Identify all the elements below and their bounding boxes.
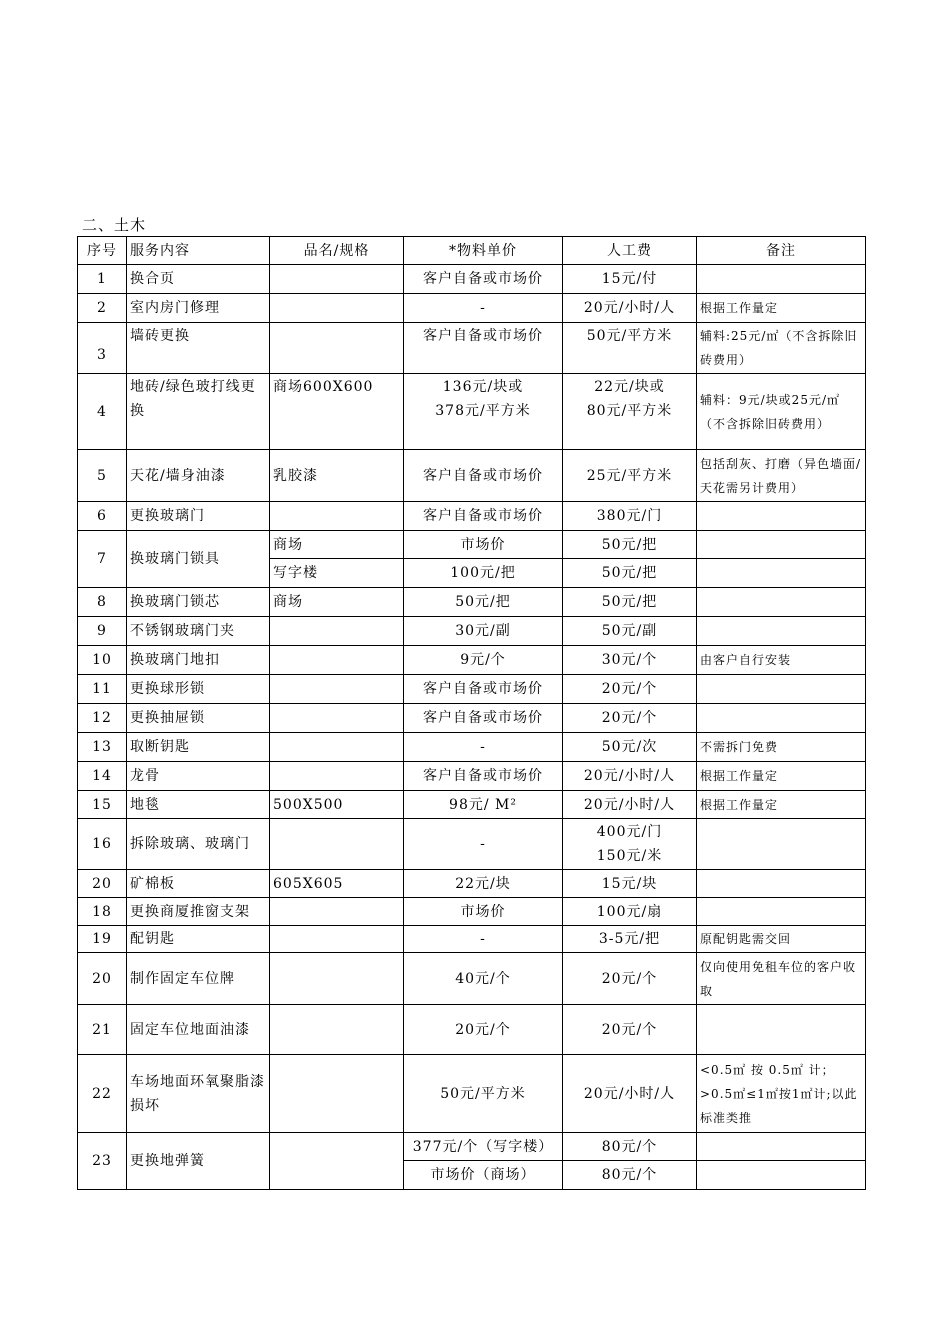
table-row — [78, 588, 866, 617]
table-row — [78, 870, 866, 898]
cell-no: 19 — [78, 926, 127, 953]
cell-note: <0.5㎡ 按 0.5㎡ 计；>0.5㎡≤1㎡按1㎡计;以此标准类推 — [697, 1055, 866, 1133]
cell-material: 市场价 — [404, 898, 563, 926]
cell-note — [697, 617, 866, 646]
cell-spec — [270, 502, 404, 531]
table-row — [78, 502, 866, 531]
table-row — [78, 450, 866, 502]
cell-material: - — [404, 819, 563, 870]
cell-note — [697, 704, 866, 733]
cell-note: 包括刮灰、打磨（异色墙面/天花需另计费用） — [697, 450, 866, 502]
table-row — [78, 294, 866, 323]
cell-service: 固定车位地面油漆 — [127, 1005, 270, 1055]
cell-note: 原配钥匙需交回 — [697, 926, 866, 953]
header-note: 备注 — [697, 237, 866, 265]
cell-service: 车场地面环氧聚脂漆损坏 — [127, 1055, 270, 1133]
cell-spec — [270, 1133, 404, 1190]
cell-service: 不锈钢玻璃门夹 — [127, 617, 270, 646]
cell-labor: 80元/个 — [563, 1161, 697, 1190]
cell-service: 更换商厦推窗支架 — [127, 898, 270, 926]
cell-labor: 22元/块或 80元/平方米 — [563, 374, 697, 450]
header-spec: 品名/规格 — [270, 237, 404, 265]
cell-note: 不需拆门免费 — [697, 733, 866, 762]
cell-spec — [270, 733, 404, 762]
cell-no: 7 — [78, 531, 127, 588]
table-row — [78, 926, 866, 953]
cell-note: 由客户自行安装 — [697, 646, 866, 675]
cell-note: 根据工作量定 — [697, 762, 866, 791]
cell-no: 9 — [78, 617, 127, 646]
cell-service: 矿棉板 — [127, 870, 270, 898]
cell-material: 客户自备或市场价 — [404, 704, 563, 733]
cell-service: 配钥匙 — [127, 926, 270, 953]
table-row — [78, 374, 866, 450]
cell-service: 地毯 — [127, 791, 270, 819]
cell-labor: 25元/平方米 — [563, 450, 697, 502]
cell-material: - — [404, 294, 563, 323]
cell-note — [697, 1005, 866, 1055]
price-table — [77, 236, 866, 1190]
cell-labor: 20元/小时/人 — [563, 1055, 697, 1133]
cell-labor: 50元/副 — [563, 617, 697, 646]
cell-labor: 15元/付 — [563, 265, 697, 294]
cell-spec — [270, 1005, 404, 1055]
table-row — [78, 265, 866, 294]
cell-note — [697, 1161, 866, 1190]
cell-labor: 380元/门 — [563, 502, 697, 531]
cell-no: 20 — [78, 870, 127, 898]
cell-labor: 50元/把 — [563, 531, 697, 559]
cell-note — [697, 675, 866, 704]
cell-labor: 100元/扇 — [563, 898, 697, 926]
cell-service: 地砖/绿色玻打线更换 — [127, 374, 270, 450]
cell-labor: 50元/平方米 — [563, 323, 697, 374]
cell-material: 30元/副 — [404, 617, 563, 646]
cell-no: 8 — [78, 588, 127, 617]
table-row — [78, 1005, 866, 1055]
cell-service: 换合页 — [127, 265, 270, 294]
table-row — [78, 704, 866, 733]
cell-spec — [270, 819, 404, 870]
cell-spec: 500X500 — [270, 791, 404, 819]
cell-spec — [270, 762, 404, 791]
cell-labor: 15元/块 — [563, 870, 697, 898]
cell-labor: 80元/个 — [563, 1133, 697, 1161]
cell-spec — [270, 1055, 404, 1133]
cell-no: 3 — [78, 323, 127, 374]
table-row — [78, 1055, 866, 1133]
cell-material: 客户自备或市场价 — [404, 502, 563, 531]
table-header-row — [78, 237, 866, 265]
cell-material: 客户自备或市场价 — [404, 675, 563, 704]
cell-labor: 20元/小时/人 — [563, 294, 697, 323]
cell-labor: 50元/把 — [563, 588, 697, 617]
cell-labor: 20元/小时/人 — [563, 762, 697, 791]
cell-no: 6 — [78, 502, 127, 531]
cell-labor: 20元/小时/人 — [563, 791, 697, 819]
cell-material: 市场价（商场） — [404, 1161, 563, 1190]
cell-material: 98元/ M² — [404, 791, 563, 819]
cell-labor: 50元/次 — [563, 733, 697, 762]
table-row — [78, 323, 866, 374]
header-no: 序号 — [78, 237, 127, 265]
header-labor: 人工费 — [563, 237, 697, 265]
cell-material: 22元/块 — [404, 870, 563, 898]
cell-service: 更换玻璃门 — [127, 502, 270, 531]
table-row — [78, 617, 866, 646]
cell-service: 制作固定车位牌 — [127, 953, 270, 1005]
table-row — [78, 675, 866, 704]
cell-spec: 写字楼 — [270, 559, 404, 588]
cell-material: 50元/把 — [404, 588, 563, 617]
cell-spec — [270, 294, 404, 323]
cell-spec: 605X605 — [270, 870, 404, 898]
cell-material: 市场价 — [404, 531, 563, 559]
cell-no: 12 — [78, 704, 127, 733]
cell-no: 11 — [78, 675, 127, 704]
cell-labor: 3-5元/把 — [563, 926, 697, 953]
cell-spec: 商场 — [270, 531, 404, 559]
table-row — [78, 762, 866, 791]
cell-material: 377元/个（写字楼） — [404, 1133, 563, 1161]
header-material: *物料单价 — [404, 237, 563, 265]
cell-no: 18 — [78, 898, 127, 926]
cell-spec — [270, 646, 404, 675]
cell-labor: 20元/个 — [563, 1005, 697, 1055]
cell-no: 4 — [78, 374, 127, 450]
cell-spec — [270, 265, 404, 294]
cell-material: 9元/个 — [404, 646, 563, 675]
cell-note — [697, 819, 866, 870]
cell-spec — [270, 926, 404, 953]
cell-note: 辅料：9元/块或25元/㎡（不含拆除旧砖费用） — [697, 374, 866, 450]
cell-material: 客户自备或市场价 — [404, 265, 563, 294]
cell-no: 15 — [78, 791, 127, 819]
header-service: 服务内容 — [127, 237, 270, 265]
cell-note — [697, 265, 866, 294]
cell-service: 龙骨 — [127, 762, 270, 791]
table-row — [78, 791, 866, 819]
cell-service: 拆除玻璃、玻璃门 — [127, 819, 270, 870]
table-row — [78, 646, 866, 675]
cell-spec: 乳胶漆 — [270, 450, 404, 502]
cell-spec — [270, 704, 404, 733]
cell-labor: 30元/个 — [563, 646, 697, 675]
cell-spec — [270, 617, 404, 646]
cell-no: 16 — [78, 819, 127, 870]
cell-service: 更换球形锁 — [127, 675, 270, 704]
cell-material: 客户自备或市场价 — [404, 762, 563, 791]
cell-note — [697, 502, 866, 531]
cell-note: 辅料:25元/㎡（不含拆除旧砖费用） — [697, 323, 866, 374]
cell-service: 室内房门修理 — [127, 294, 270, 323]
table-row — [78, 819, 866, 870]
cell-no: 21 — [78, 1005, 127, 1055]
cell-material: 20元/个 — [404, 1005, 563, 1055]
cell-no: 23 — [78, 1133, 127, 1190]
cell-spec: 商场 — [270, 588, 404, 617]
cell-labor: 50元/把 — [563, 559, 697, 588]
table-row — [78, 733, 866, 762]
cell-spec — [270, 323, 404, 374]
cell-service: 换玻璃门地扣 — [127, 646, 270, 675]
cell-note — [697, 1133, 866, 1161]
cell-labor: 20元/个 — [563, 704, 697, 733]
section-title: 二、土木 — [82, 216, 147, 234]
cell-spec — [270, 898, 404, 926]
table-row — [78, 531, 866, 559]
cell-material: 100元/把 — [404, 559, 563, 588]
cell-no: 10 — [78, 646, 127, 675]
table-row — [78, 898, 866, 926]
cell-spec — [270, 953, 404, 1005]
cell-no: 22 — [78, 1055, 127, 1133]
cell-material: 客户自备或市场价 — [404, 323, 563, 374]
cell-no: 2 — [78, 294, 127, 323]
cell-labor: 20元/个 — [563, 953, 697, 1005]
cell-note: 根据工作量定 — [697, 294, 866, 323]
cell-service: 墙砖更换 — [127, 323, 270, 374]
cell-material: 50元/平方米 — [404, 1055, 563, 1133]
cell-service: 更换抽屉锁 — [127, 704, 270, 733]
cell-material: - — [404, 733, 563, 762]
table-row — [78, 1133, 866, 1161]
cell-note — [697, 559, 866, 588]
cell-spec: 商场600X600 — [270, 374, 404, 450]
cell-note: 仅向使用免租车位的客户收取 — [697, 953, 866, 1005]
cell-service: 更换地弹簧 — [127, 1133, 270, 1190]
cell-spec — [270, 675, 404, 704]
cell-service: 换玻璃门锁芯 — [127, 588, 270, 617]
cell-service: 换玻璃门锁具 — [127, 531, 270, 588]
cell-labor: 400元/门 150元/米 — [563, 819, 697, 870]
cell-no: 14 — [78, 762, 127, 791]
cell-note — [697, 531, 866, 559]
cell-no: 20 — [78, 953, 127, 1005]
cell-note — [697, 588, 866, 617]
cell-no: 5 — [78, 450, 127, 502]
table-row — [78, 953, 866, 1005]
cell-note: 根据工作量定 — [697, 791, 866, 819]
cell-note — [697, 898, 866, 926]
cell-material: - — [404, 926, 563, 953]
cell-note — [697, 870, 866, 898]
cell-service: 取断钥匙 — [127, 733, 270, 762]
cell-service: 天花/墙身油漆 — [127, 450, 270, 502]
cell-material: 客户自备或市场价 — [404, 450, 563, 502]
cell-material: 40元/个 — [404, 953, 563, 1005]
cell-no: 1 — [78, 265, 127, 294]
cell-labor: 20元/个 — [563, 675, 697, 704]
cell-no: 13 — [78, 733, 127, 762]
cell-material: 136元/块或 378元/平方米 — [404, 374, 563, 450]
